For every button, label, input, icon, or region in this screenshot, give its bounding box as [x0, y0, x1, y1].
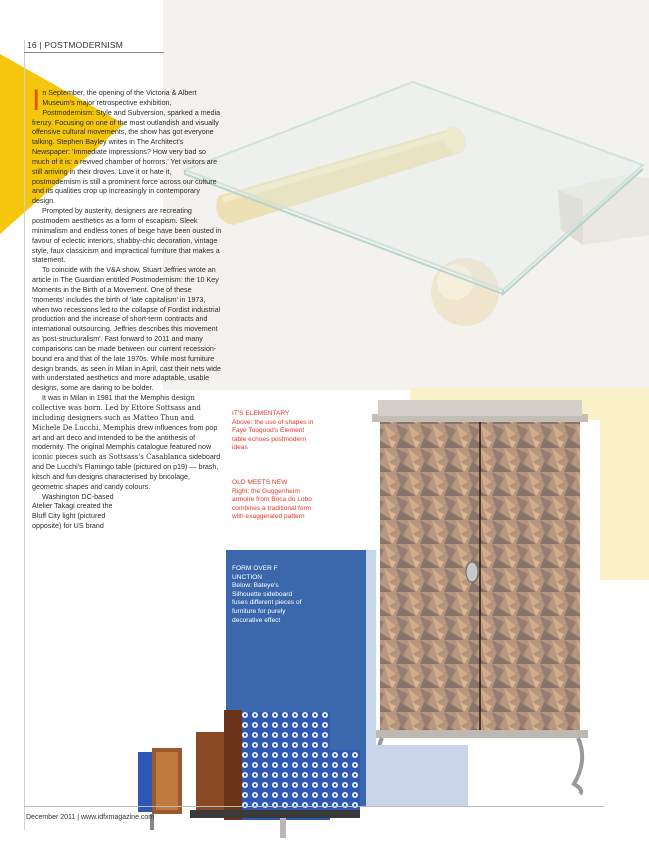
caption-form-over-function: [232, 565, 308, 625]
running-header: 16 | POSTMODERNISM: [27, 40, 124, 50]
pale-blue-block: [366, 745, 468, 807]
paragraph-1: In September, the opening of the Victoria & Albert Museum's major retrospective exhibition, Postmodernism: Style and Subversion, sparked a media frenzy. Focusing on one of the most outlandish and visually offensive cultural movements, the show has got everyone talking. Stephen Bayley writes in The Architect's Newspaper: 'Immediate impressions? How very bad so much of it is: a revived chamber of horrors.' Yet visitors are still arriving in their droves. Love it or hate it, postmodernism is still a prominent force across our culture and its qualities crop up increasingly in contemporary design.: [32, 84, 221, 206]
caption-title: IT'S ELEMENTARY: [232, 410, 290, 417]
element-table-illustration: [163, 0, 649, 390]
caption-body: Above: the use of shapes in Faye Toogood's Element table echoes postmodern ideas: [232, 418, 314, 452]
silhouette-sideboard-photo: [130, 710, 368, 840]
footer-rule: [24, 806, 604, 807]
guggenheim-armoire-photo: [372, 400, 612, 800]
caption-its-elementary: [232, 410, 316, 453]
left-margin-rule: [24, 40, 25, 830]
caption-title: OLD MEETS NEW: [232, 479, 288, 486]
footer: December 2011 | www.idfxmagazine.com: [26, 814, 155, 821]
header-rule: [24, 52, 164, 53]
armoire-illustration: [372, 400, 612, 800]
paragraph-2: Prompted by austerity, designers are recreating postmodern aesthetics as a form of escapism. Sleek minimalism and endless tones of beige have been ousted in favour of eclectic interiors, shabby-chic decoration, vintage style, faux classicism and impractical furniture that makes a statement.: [32, 207, 222, 265]
paragraph-3: To coincide with the V&A show, Stuart Jeffries wrote an article in The Guardian entitled Postmodernism: the 10 Key Moments in the Birth of a Movement. One of these 'moments' includes the birth of 'late capitalism' in 1973, when two recessions led to the collapse of Fordist industrial production and the increase of short-term contracts and international outsourcing. Jeffries describes this movement as 'post-structuralism'. Fast forward to 2011 and many comparisons can be made between our current recession-bound era and that of the late 1970s. While most furniture design brands, as seen in Milan in April, cast their nets wide with understated aesthetics and more adaptable, usable designs, some are daring to be bolder.: [32, 266, 221, 393]
drop-cap: I: [32, 84, 41, 117]
section-title: POSTMODERNISM: [44, 40, 124, 50]
caption-body: Right: the Guggenheim armoire from Boca do Lobo combines a traditional form with exaggerated pattern: [232, 487, 312, 521]
caption-title: FORM OVER F UNCTION: [232, 565, 278, 581]
caption-body: Below: Bateye's Silhouette sideboard fuses different pieces of furniture for purely decorative effect: [232, 582, 302, 624]
caption-old-meets-new: [232, 479, 312, 522]
page-number: 16: [27, 40, 37, 50]
element-table-photo: [163, 0, 649, 390]
paragraph-4: It was in Milan in 1981 that the Memphis design collective was born. Led by Ettore Sottsass and including designers such as Matteo Thun and Michele De Lucchi, Memphis drew influences from pop art and art deco and intended to be the antithesis of modernity. The original Memphis catalogue featured now iconic pieces such as Sottsass's Casablanca sideboard and De Lucchi's Flamingo table (pictured on p19) — brash, kitsch and fun designs characterised by bricolage, geometric shapes and candy colours.: [32, 394, 221, 491]
sideboard-illustration: [130, 710, 368, 840]
article-body: [32, 84, 222, 532]
paragraph-5: Washington DC-based Atelier Takagi created the Bluff City light (pictured opposite) for US brand: [32, 492, 114, 531]
